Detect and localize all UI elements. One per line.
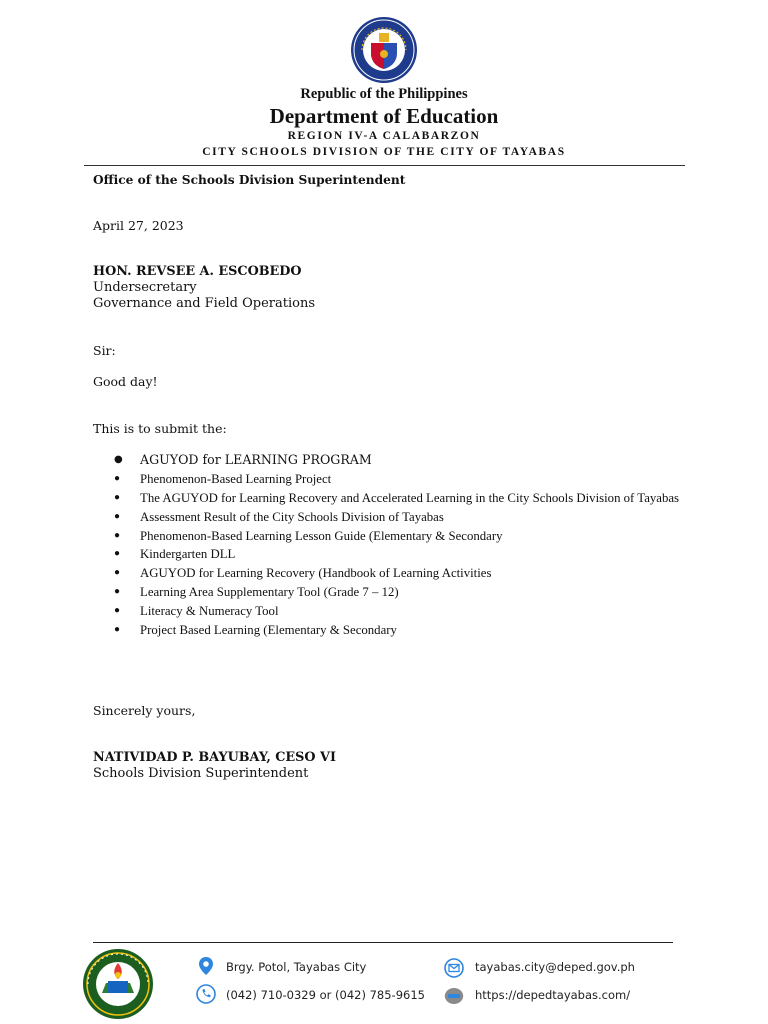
salutation: Sir: [93, 343, 116, 358]
list-item: ● Assessment Result of the City Schools Division of Tayabas [114, 509, 444, 524]
envelope-icon [444, 958, 464, 978]
list-item: ● Learning Area Supplementary Tool (Grade 7 – 12) [114, 585, 399, 600]
phone-icon [196, 984, 216, 1004]
list-item: ● AGUYOD for LEARNING PROGRAM [114, 452, 372, 467]
republic-heading: Republic of the Philippines [300, 86, 468, 102]
signer-name: NATIVIDAD P. BAYUBAY, CESO VI [93, 750, 336, 765]
footer-divider [93, 942, 673, 943]
list-item-text: Learning Area Supplementary Tool (Grade 7 – 12) [140, 585, 399, 600]
list-item-text: AGUYOD for LEARNING PROGRAM [140, 452, 372, 467]
submission-list [110, 452, 690, 641]
list-item-text: Project Based Learning (Elementary & Secondary [140, 623, 397, 638]
greeting: Good day! [93, 374, 158, 389]
department-heading: Department of Education [269, 104, 499, 128]
letter-date: April 27, 2023 [93, 218, 184, 233]
list-item: ● Project Based Learning (Elementary & Secondary [114, 623, 397, 638]
intro-line: This is to submit the: [93, 421, 227, 436]
list-item-text: The AGUYOD for Learning Recovery and Accelerated Learning in the City Schools Division of Tayabas [140, 490, 680, 505]
addressee-name: HON. REVSEE A. ESCOBEDO [93, 264, 302, 279]
signer-title: Schools Division Superintendent [93, 766, 309, 781]
region-heading: REGION IV-A CALABARZON [287, 130, 481, 142]
closing-line: Sincerely yours, [93, 703, 196, 718]
location-pin-icon [196, 956, 216, 976]
list-item-text: Phenomenon-Based Learning Lesson Guide (Elementary & Secondary [140, 528, 503, 543]
deped-seal-icon [349, 15, 419, 85]
footer-phone: (042) 710-0329 or (042) 785-9615 [226, 988, 425, 1002]
footer-website[interactable]: https://depedtayabas.com/ [475, 988, 631, 1002]
list-item-text: AGUYOD for Learning Recovery (Handbook of Learning Activities [140, 566, 492, 581]
footer-email: tayabas.city@deped.gov.ph [475, 960, 635, 974]
footer-address: Brgy. Potol, Tayabas City [226, 960, 367, 974]
list-item: ● Phenomenon-Based Learning Lesson Guide (Elementary & Secondary [114, 528, 503, 543]
division-tayabas-seal-icon [78, 947, 158, 1021]
header-divider [84, 165, 685, 166]
list-item: ● Literacy & Numeracy Tool [114, 604, 279, 619]
list-item: ● The AGUYOD for Learning Recovery and Accelerated Learning in the City Schools Division of Tayabas [114, 490, 680, 505]
list-item: ● Kindergarten DLL [114, 547, 236, 562]
addressee-unit: Governance and Field Operations [93, 296, 316, 311]
list-item-text: Phenomenon-Based Learning Project [140, 471, 332, 486]
office-line: Office of the Schools Division Superintendent [93, 173, 406, 187]
list-item: ● AGUYOD for Learning Recovery (Handbook of Learning Activities [114, 566, 492, 581]
list-item-text: Literacy & Numeracy Tool [140, 604, 279, 619]
list-item-text: Assessment Result of the City Schools Division of Tayabas [140, 509, 444, 524]
website-icon [444, 986, 464, 1006]
list-item: ● Phenomenon-Based Learning Project [114, 471, 332, 486]
division-heading: CITY SCHOOLS DIVISION OF THE CITY OF TAYABAS [202, 146, 566, 158]
addressee-position: Undersecretary [93, 280, 197, 295]
list-item-text: Kindergarten DLL [140, 547, 236, 562]
